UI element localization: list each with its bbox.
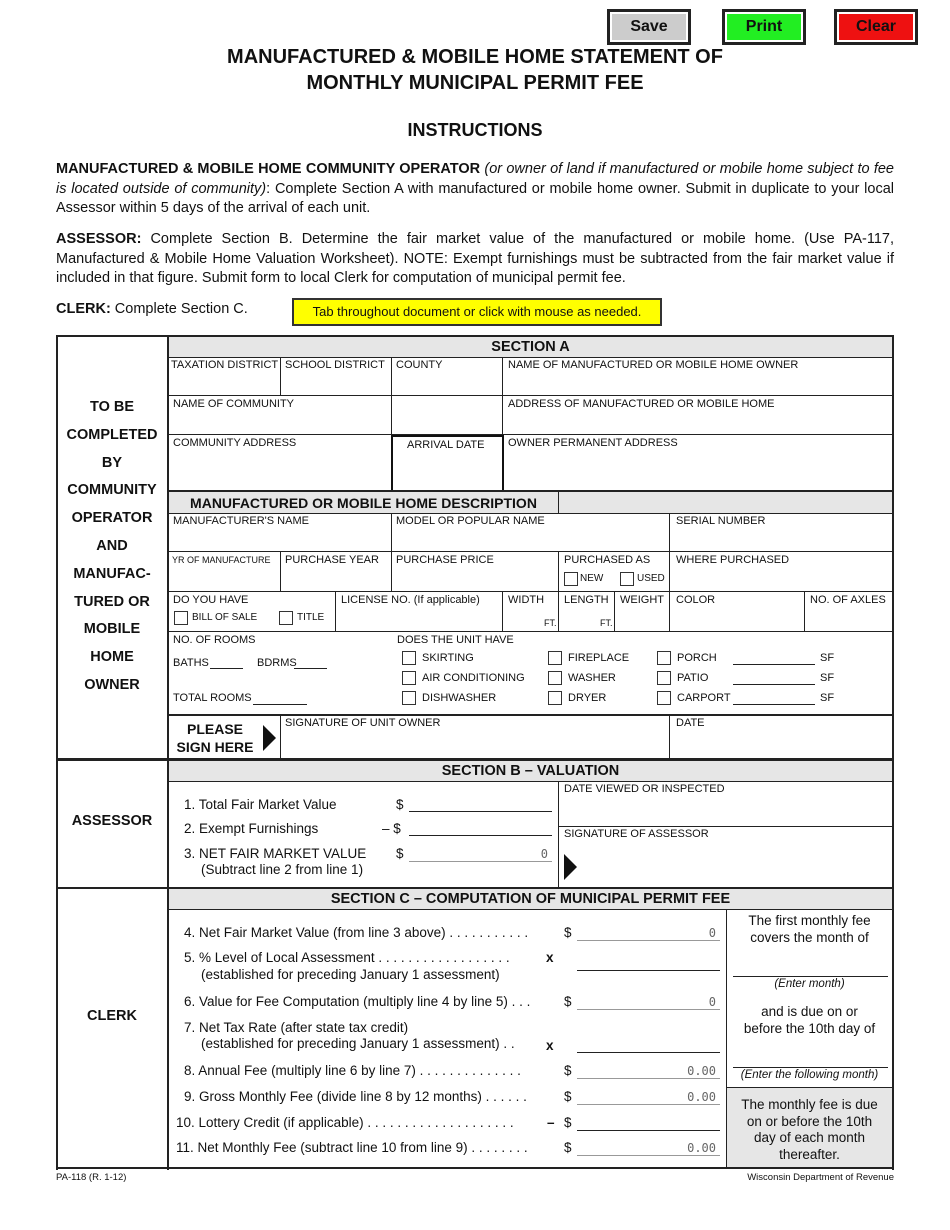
width-ft-label: FT.	[544, 618, 557, 628]
carport-label: CARPORT	[677, 692, 731, 704]
baths-label: BATHS	[173, 657, 209, 669]
section-c-heading: SECTION C – COMPUTATION OF MUNICIPAL PERMIT FEE	[330, 891, 731, 907]
new-checkbox[interactable]	[564, 572, 578, 586]
line9-dollar: $	[564, 1089, 572, 1104]
line4-value: 0	[708, 926, 716, 940]
fireplace-checkbox[interactable]	[548, 651, 562, 665]
line10-minus: –	[547, 1115, 555, 1130]
total-rooms-field[interactable]	[253, 690, 307, 705]
clerk-bold: CLERK:	[56, 301, 111, 317]
section-b-heading: SECTION B – VALUATION	[441, 763, 620, 779]
line9-label: 9. Gross Monthly Fee (divide line 8 by 12 months) . . . . . .	[184, 1089, 527, 1104]
width-label: WIDTH	[508, 594, 545, 606]
please-sign-here	[170, 720, 260, 756]
line7-x: x	[546, 1038, 554, 1053]
save-button[interactable]: Save	[607, 9, 691, 45]
page-title-line2: MONTHLY MUNICIPAL PERMIT FEE	[306, 72, 644, 94]
first-fee-line1: The first monthly fee	[748, 913, 871, 928]
agency-name: Wisconsin Department of Revenue	[747, 1172, 894, 1183]
bdrms-field[interactable]	[294, 654, 327, 669]
unit-have-label: DOES THE UNIT HAVE	[397, 634, 514, 646]
skirting-label: SKIRTING	[422, 652, 474, 664]
license-no-label: LICENSE NO. (If applicable)	[341, 594, 480, 606]
first-fee-line2: covers the month of	[750, 930, 869, 945]
used-checkbox[interactable]	[620, 572, 634, 586]
due-line1: and is due on or	[761, 1004, 858, 1019]
washer-checkbox[interactable]	[548, 671, 562, 685]
signature-assessor-label: SIGNATURE OF ASSESSOR	[564, 828, 709, 840]
line6-value: 0	[708, 995, 716, 1009]
county-label: COUNTY	[396, 359, 443, 371]
level-of-assessment-field[interactable]	[577, 956, 720, 971]
line5-label: 5. % Level of Local Assessment . . . . . . . . . . . . . . . . . .	[184, 950, 510, 965]
line7-label: 7. Net Tax Rate (after state tax credit)	[184, 1020, 409, 1035]
please-sign-line2: SIGN HERE	[176, 739, 254, 755]
enter-month-label: (Enter month)	[774, 978, 845, 990]
monthly-due-line3: day of each month	[753, 1130, 866, 1145]
line11-value: 0.00	[687, 1141, 716, 1155]
instructions-heading: INSTRUCTIONS	[407, 120, 543, 140]
porch-sf-field[interactable]	[733, 650, 815, 665]
dryer-checkbox[interactable]	[548, 691, 562, 705]
purchased-as-label: PURCHASED AS	[564, 554, 651, 566]
line6-label: 6. Value for Fee Computation (multiply line 4 by line 5) . . .	[184, 994, 531, 1009]
bill-of-sale-checkbox[interactable]	[174, 611, 188, 625]
taxation-district-label: TAXATION DISTRICT	[171, 359, 279, 371]
clear-button[interactable]: Clear	[834, 9, 918, 45]
assessor-sign-arrow-icon	[564, 854, 577, 880]
serial-number-label: SERIAL NUMBER	[676, 515, 766, 527]
bdrms-label: BDRMS	[257, 657, 297, 669]
yr-of-manufacture-label: YR OF MANUFACTURE	[172, 555, 271, 565]
section-a-side-label-line: OPERATOR	[71, 510, 153, 527]
operator-italic: (or owner of land if manufactured or mobile home subject to fee is located outside of community)	[56, 161, 894, 197]
date-viewed-label: DATE VIEWED OR INSPECTED	[564, 783, 725, 795]
carport-sf-field[interactable]	[733, 690, 815, 705]
operator-bold: MANUFACTURED & MOBILE HOME COMMUNITY OPERATOR	[56, 161, 481, 177]
section-a-side-label-line: AND	[96, 537, 128, 554]
section-a-side-label-line: TURED OR	[74, 593, 150, 610]
patio-sf-field[interactable]	[733, 670, 815, 685]
please-sign-line1: PLEASE	[186, 721, 243, 737]
total-rooms-label: TOTAL ROOMS	[173, 692, 252, 704]
do-you-have-label: DO YOU HAVE	[173, 594, 249, 606]
due-text	[727, 1003, 892, 1037]
dryer-label: DRYER	[568, 692, 607, 704]
line3-sub-label: (Subtract line 2 from line 1)	[201, 862, 364, 877]
purchase-price-label: PURCHASE PRICE	[396, 554, 494, 566]
section-a-heading: SECTION A	[491, 339, 570, 355]
line5-sub-label: (established for preceding January 1 assessment)	[201, 967, 500, 982]
print-button[interactable]: Print	[722, 9, 806, 45]
dishwasher-checkbox[interactable]	[402, 691, 416, 705]
line10-dollar: $	[564, 1115, 572, 1130]
total-fair-market-value-field[interactable]	[409, 797, 552, 812]
section-b-side-label: ASSESSOR	[71, 813, 153, 829]
dishwasher-label: DISHWASHER	[422, 692, 497, 704]
line2-minus-dollar: – $	[382, 821, 401, 836]
community-address-label: COMMUNITY ADDRESS	[173, 437, 297, 449]
line1-label: 1. Total Fair Market Value	[184, 797, 337, 812]
due-line2: before the 10th day of	[743, 1021, 876, 1036]
line4-label: 4. Net Fair Market Value (from line 3 above) . . . . . . . . . . .	[184, 925, 529, 940]
line11-dollar: $	[564, 1140, 572, 1155]
baths-field[interactable]	[210, 654, 243, 669]
following-month-field[interactable]	[733, 1053, 888, 1068]
color-label: COLOR	[676, 594, 716, 606]
community-name-label: NAME OF COMMUNITY	[173, 398, 294, 410]
where-purchased-label: WHERE PURCHASED	[676, 554, 790, 566]
title-label: TITLE	[297, 612, 325, 623]
purchase-year-label: PURCHASE YEAR	[285, 554, 379, 566]
section-a-side-label-line: COMPLETED	[66, 426, 158, 443]
axles-label: NO. OF AXLES	[810, 594, 886, 606]
no-of-rooms-label: NO. OF ROOMS	[173, 634, 256, 646]
title-checkbox[interactable]	[279, 611, 293, 625]
clerk-text: Complete Section C.	[110, 301, 248, 317]
section-a-side-label-line: OWNER	[84, 676, 140, 693]
section-a-side-label-line: MANUFAC-	[73, 565, 151, 582]
school-district-label: SCHOOL DISTRICT	[285, 359, 385, 371]
skirting-checkbox[interactable]	[402, 651, 416, 665]
porch-label: PORCH	[677, 652, 717, 664]
exempt-furnishings-field[interactable]	[409, 821, 552, 836]
assessor-text: Complete Section B. Determine the fair market value of the manufactured or mobile home. (Use PA-117, Manufactured & Mobile Home Valuation Worksheet). NOTE: Exempt furnishings must be subtracted from the fair market value if included in that figure. Submit form to local Clerk for computation of municipal permit fee.	[56, 231, 894, 286]
line2-label: 2. Exempt Furnishings	[184, 821, 319, 836]
line8-value: 0.00	[687, 1064, 716, 1078]
line3-label: 3. NET FAIR MARKET VALUE	[184, 846, 367, 861]
air-conditioning-label: AIR CONDITIONING	[422, 672, 525, 684]
section-a-side-label-line: BY	[101, 454, 123, 471]
porch-sf-label: SF	[820, 652, 835, 664]
line7-sub-label: (established for preceding January 1 assessment) . .	[201, 1036, 515, 1051]
bill-of-sale-label: BILL OF SALE	[192, 612, 258, 623]
first-fee-text	[727, 912, 892, 946]
section-a-side-label-line: COMMUNITY	[67, 482, 157, 499]
page-title-line1: MANUFACTURED & MOBILE HOME STATEMENT OF	[227, 46, 723, 68]
section-a-side-label-line: HOME	[90, 649, 134, 666]
lottery-credit-field[interactable]	[577, 1116, 720, 1131]
carport-checkbox[interactable]	[657, 691, 671, 705]
washer-label: WASHER	[568, 672, 616, 684]
used-label: USED	[637, 573, 665, 584]
first-month-field[interactable]	[733, 962, 888, 977]
monthly-due-line1: The monthly fee is due	[741, 1097, 878, 1112]
owner-permanent-address-label: OWNER PERMANENT ADDRESS	[508, 437, 678, 449]
owner-name-label: NAME OF MANUFACTURED OR MOBILE HOME OWNER	[508, 359, 799, 371]
section-a-side-label-line: MOBILE	[83, 621, 141, 638]
model-name-label: MODEL OR POPULAR NAME	[396, 515, 545, 527]
line8-label: 8. Annual Fee (multiply line 6 by line 7) . . . . . . . . . . . . . .	[184, 1063, 521, 1078]
description-heading: MANUFACTURED OR MOBILE HOME DESCRIPTION	[190, 495, 537, 511]
arrival-date-label: ARRIVAL DATE	[407, 439, 485, 451]
fireplace-label: FIREPLACE	[568, 652, 630, 664]
line1-dollar: $	[396, 797, 404, 812]
assessor-instructions	[56, 230, 894, 289]
length-ft-label: FT.	[600, 618, 613, 628]
sign-arrow-icon	[263, 725, 276, 751]
new-label: NEW	[580, 573, 604, 584]
clerk-instructions	[56, 301, 248, 317]
section-a-side-label	[57, 394, 167, 700]
line5-x: x	[546, 950, 554, 965]
form-id: PA-118 (R. 1-12)	[56, 1172, 127, 1183]
line3-dollar: $	[396, 846, 404, 861]
operator-text: : Complete Section A with manufactured or mobile home owner. Submit in duplicate to your local Assessor within 5 days of the arrival of each unit.	[56, 180, 895, 216]
line6-dollar: $	[564, 994, 572, 1009]
length-label: LENGTH	[564, 594, 609, 606]
line3-value: 0	[540, 847, 548, 861]
assessor-bold: ASSESSOR:	[56, 231, 142, 247]
carport-sf-label: SF	[820, 692, 835, 704]
line8-dollar: $	[564, 1063, 572, 1078]
patio-label: PATIO	[677, 672, 709, 684]
air-conditioning-checkbox[interactable]	[402, 671, 416, 685]
home-address-label: ADDRESS OF MANUFACTURED OR MOBILE HOME	[508, 398, 775, 410]
enter-following-month-label: (Enter the following month)	[740, 1069, 879, 1081]
tab-hint-banner: Tab throughout document or click with mouse as needed.	[292, 298, 662, 326]
porch-checkbox[interactable]	[657, 651, 671, 665]
section-a-side-label-line: TO BE	[89, 399, 135, 415]
monthly-due-text	[727, 1097, 892, 1163]
line10-label: 10. Lottery Credit (if applicable) . . . . . . . . . . . . . . . . . . . .	[176, 1115, 514, 1130]
owner-date-label: DATE	[676, 717, 705, 729]
patio-sf-label: SF	[820, 672, 835, 684]
line11-label: 11. Net Monthly Fee (subtract line 10 from line 9) . . . . . . . .	[176, 1140, 528, 1155]
monthly-due-line2: on or before the 10th	[746, 1113, 873, 1129]
net-tax-rate-field[interactable]	[577, 1038, 720, 1053]
signature-owner-label: SIGNATURE OF UNIT OWNER	[285, 717, 441, 729]
monthly-due-line4: thereafter.	[779, 1146, 840, 1162]
patio-checkbox[interactable]	[657, 671, 671, 685]
line9-value: 0.00	[687, 1090, 716, 1104]
weight-label: WEIGHT	[620, 594, 664, 606]
line4-dollar: $	[564, 925, 572, 940]
section-c-side-label: CLERK	[87, 1008, 137, 1024]
manufacturer-name-label: MANUFACTURER'S NAME	[173, 515, 309, 527]
operator-instructions	[56, 160, 894, 219]
